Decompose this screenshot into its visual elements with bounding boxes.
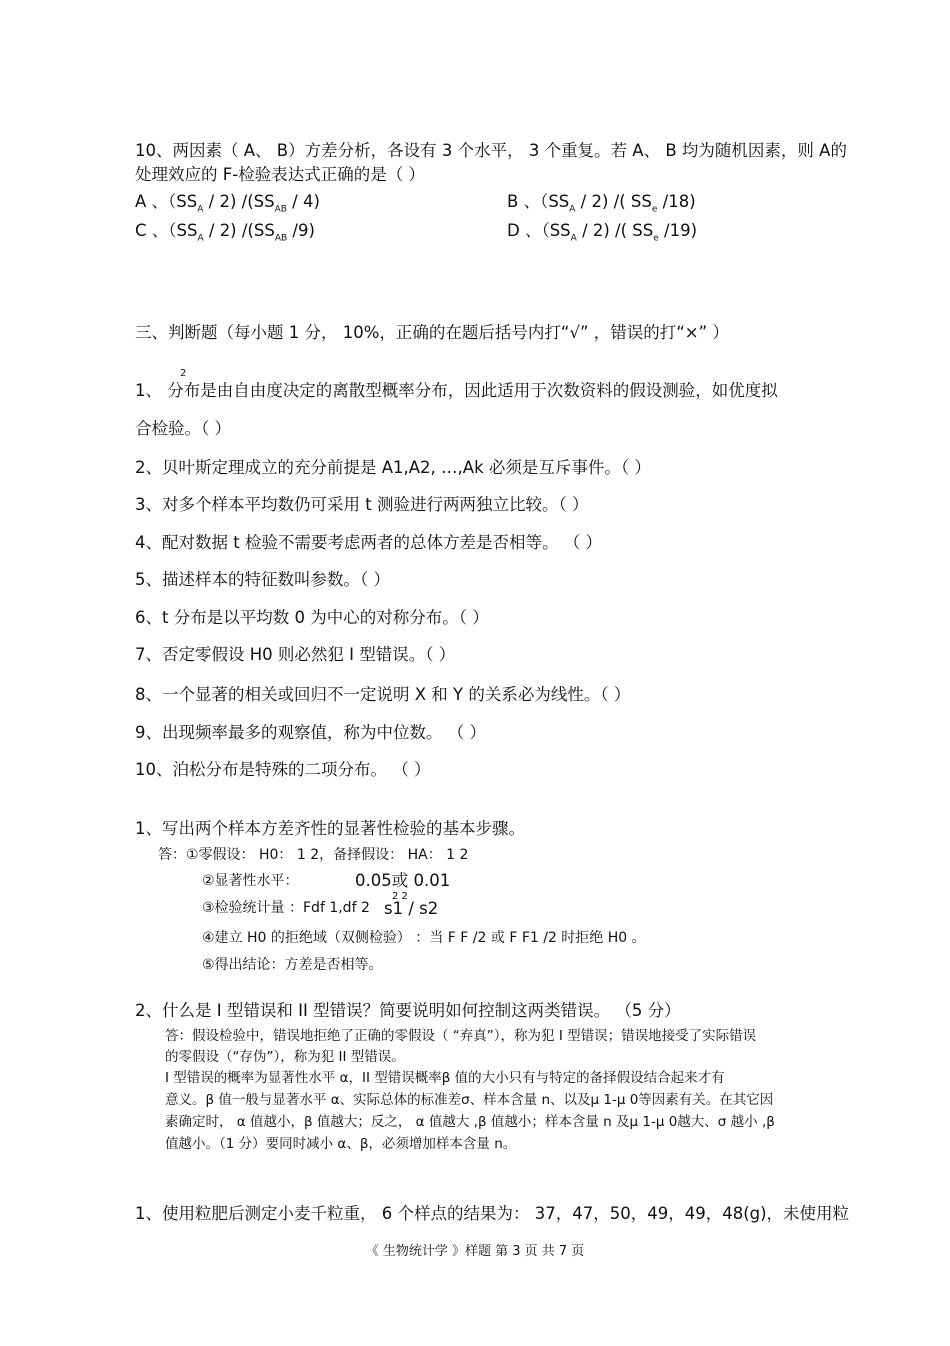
short2-answer-line-1: 答：假设检验中，错误地拒绝了正确的零假设（ “弃真”），称为犯 I 型错误；错误地接受了实际错误 xyxy=(165,1028,757,1044)
tf-item-7: 7、否定零假设 H0 则必然犯 I 型错误。（ ） xyxy=(135,645,456,664)
tf-item-8: 8、一个显著的相关或回归不一定说明 X 和 Y 的关系必为线性。（ ） xyxy=(135,685,631,704)
short2-answer-line-5: 素确定时， α 值越小，β 值越大；反之， α 值越大 ,β 值越小；样本含量 n 及μ 1-μ 0越大、σ 越小 ,β xyxy=(165,1114,775,1130)
short1-answer-1: 答：①零假设： H0： 1 2，备择假设： HA： 1 2 xyxy=(158,847,469,863)
tf-item-6: 6、t 分布是以平均数 0 为中心的对称分布。（ ） xyxy=(135,608,489,627)
q10-option-d: D 、$(SS_A / 2)$ /( $SS_e$ /19) xyxy=(507,221,698,244)
short1-question: 1、写出两个样本方差齐性的显著性检验的基本步骤。 xyxy=(135,819,525,838)
q10-option-c: C 、$(SS_A / 2)$ $/(SS_{AB}$ /9) xyxy=(135,221,315,244)
short1-answer-3a: ③检验统计量 ：Fdf 1,df 2 xyxy=(202,900,370,916)
short2-answer-line-4: 意义。β 值一般与显著水平 α、实际总体的标准差σ、样本含量 n、以及μ 1-μ 0等因素有关。在其它因 xyxy=(165,1092,774,1108)
tf-item-1-cont: 合检验。（ ） xyxy=(135,419,231,438)
short1-answer-4: ④建立 H0 的拒绝域（双侧检验） ：当 F F /2 或 F F1 /2 时拒绝 H0 。 xyxy=(202,930,646,946)
tf-item-2: 2、贝叶斯定理成立的充分前提是 A1,A2, …,Ak 必须是互斥事件。（ ） xyxy=(135,458,651,477)
tf-item-1: 1、 分布是由自由度决定的离散型概率分布，因此适用于次数资料的假设测验，如优度拟 xyxy=(135,381,778,400)
short1-answer-3-superscripts: 2 2 xyxy=(392,891,408,902)
section3-title: 三、判断题（每小题 1 分， 10%，正确的在题后括号内打“√” ，错误的打“×” ） xyxy=(135,323,729,342)
short1-answer-2b: 0.05或 0.01 xyxy=(355,871,451,890)
tf-item-5: 5、描述样本的特征数叫参数。（ ） xyxy=(135,570,390,589)
short2-question: 2、什么是 I 型错误和 II 型错误？简要说明如何控制这两类错误。 （5 分） xyxy=(135,1001,681,1020)
short2-answer-line-2: 的零假设（“存伪”），称为犯 II 型错误。 xyxy=(165,1049,405,1065)
short1-answer-3b: s1 / s2 xyxy=(384,899,439,918)
short2-answer-line-3: I 型错误的概率为显著性水平 α，II 型错误概率β 值的大小只有与特定的备择假设结合起来才有 xyxy=(165,1070,725,1086)
short1-answer-2a: ②显著性水平： xyxy=(202,873,299,889)
short1-answer-5: ⑤得出结论：方差是否相等。 xyxy=(202,957,383,973)
tf-item-3: 3、对多个样本平均数仍可采用 t 测验进行两两独立比较。（ ） xyxy=(135,495,589,514)
q10-option-a: A 、$(SS_A / 2)$ $/(SS_{AB} / 4)$ xyxy=(135,192,320,215)
page-footer: 《 生物统计学 》样题 第 3 页 共 7 页 xyxy=(365,1244,585,1259)
q10-option-b: B 、$(SS_A / 2)$ /( $SS_e$ /18) xyxy=(507,192,696,215)
q10-line2: 处理效应的 F-检验表达式正确的是（ ） xyxy=(135,165,425,184)
short2-answer-line-6: 值越小。（1 分）要同时减小 α、β，必须增加样本含量 n。 xyxy=(165,1136,517,1152)
tf-item-10: 10、泊松分布是特殊的二项分布。 （ ） xyxy=(135,760,431,779)
tf1-superscript: 2 xyxy=(180,368,187,379)
calc1-question: 1、使用粒肥后测定小麦千粒重， 6 个样点的结果为： 37，47，50，49，49，48(g)，未使用粒 xyxy=(135,1204,850,1223)
tf-item-4: 4、配对数据 t 检验不需要考虑两者的总体方差是否相等。 （ ） xyxy=(135,533,602,552)
q10-line1: 10、两因素（ A、 B）方差分析，各设有 3 个水平， 3 个重复。若 A、 B 均为随机因素，则 A的 xyxy=(135,141,847,160)
tf-item-9: 9、出现频率最多的观察值，称为中位数。 （ ） xyxy=(135,723,486,742)
